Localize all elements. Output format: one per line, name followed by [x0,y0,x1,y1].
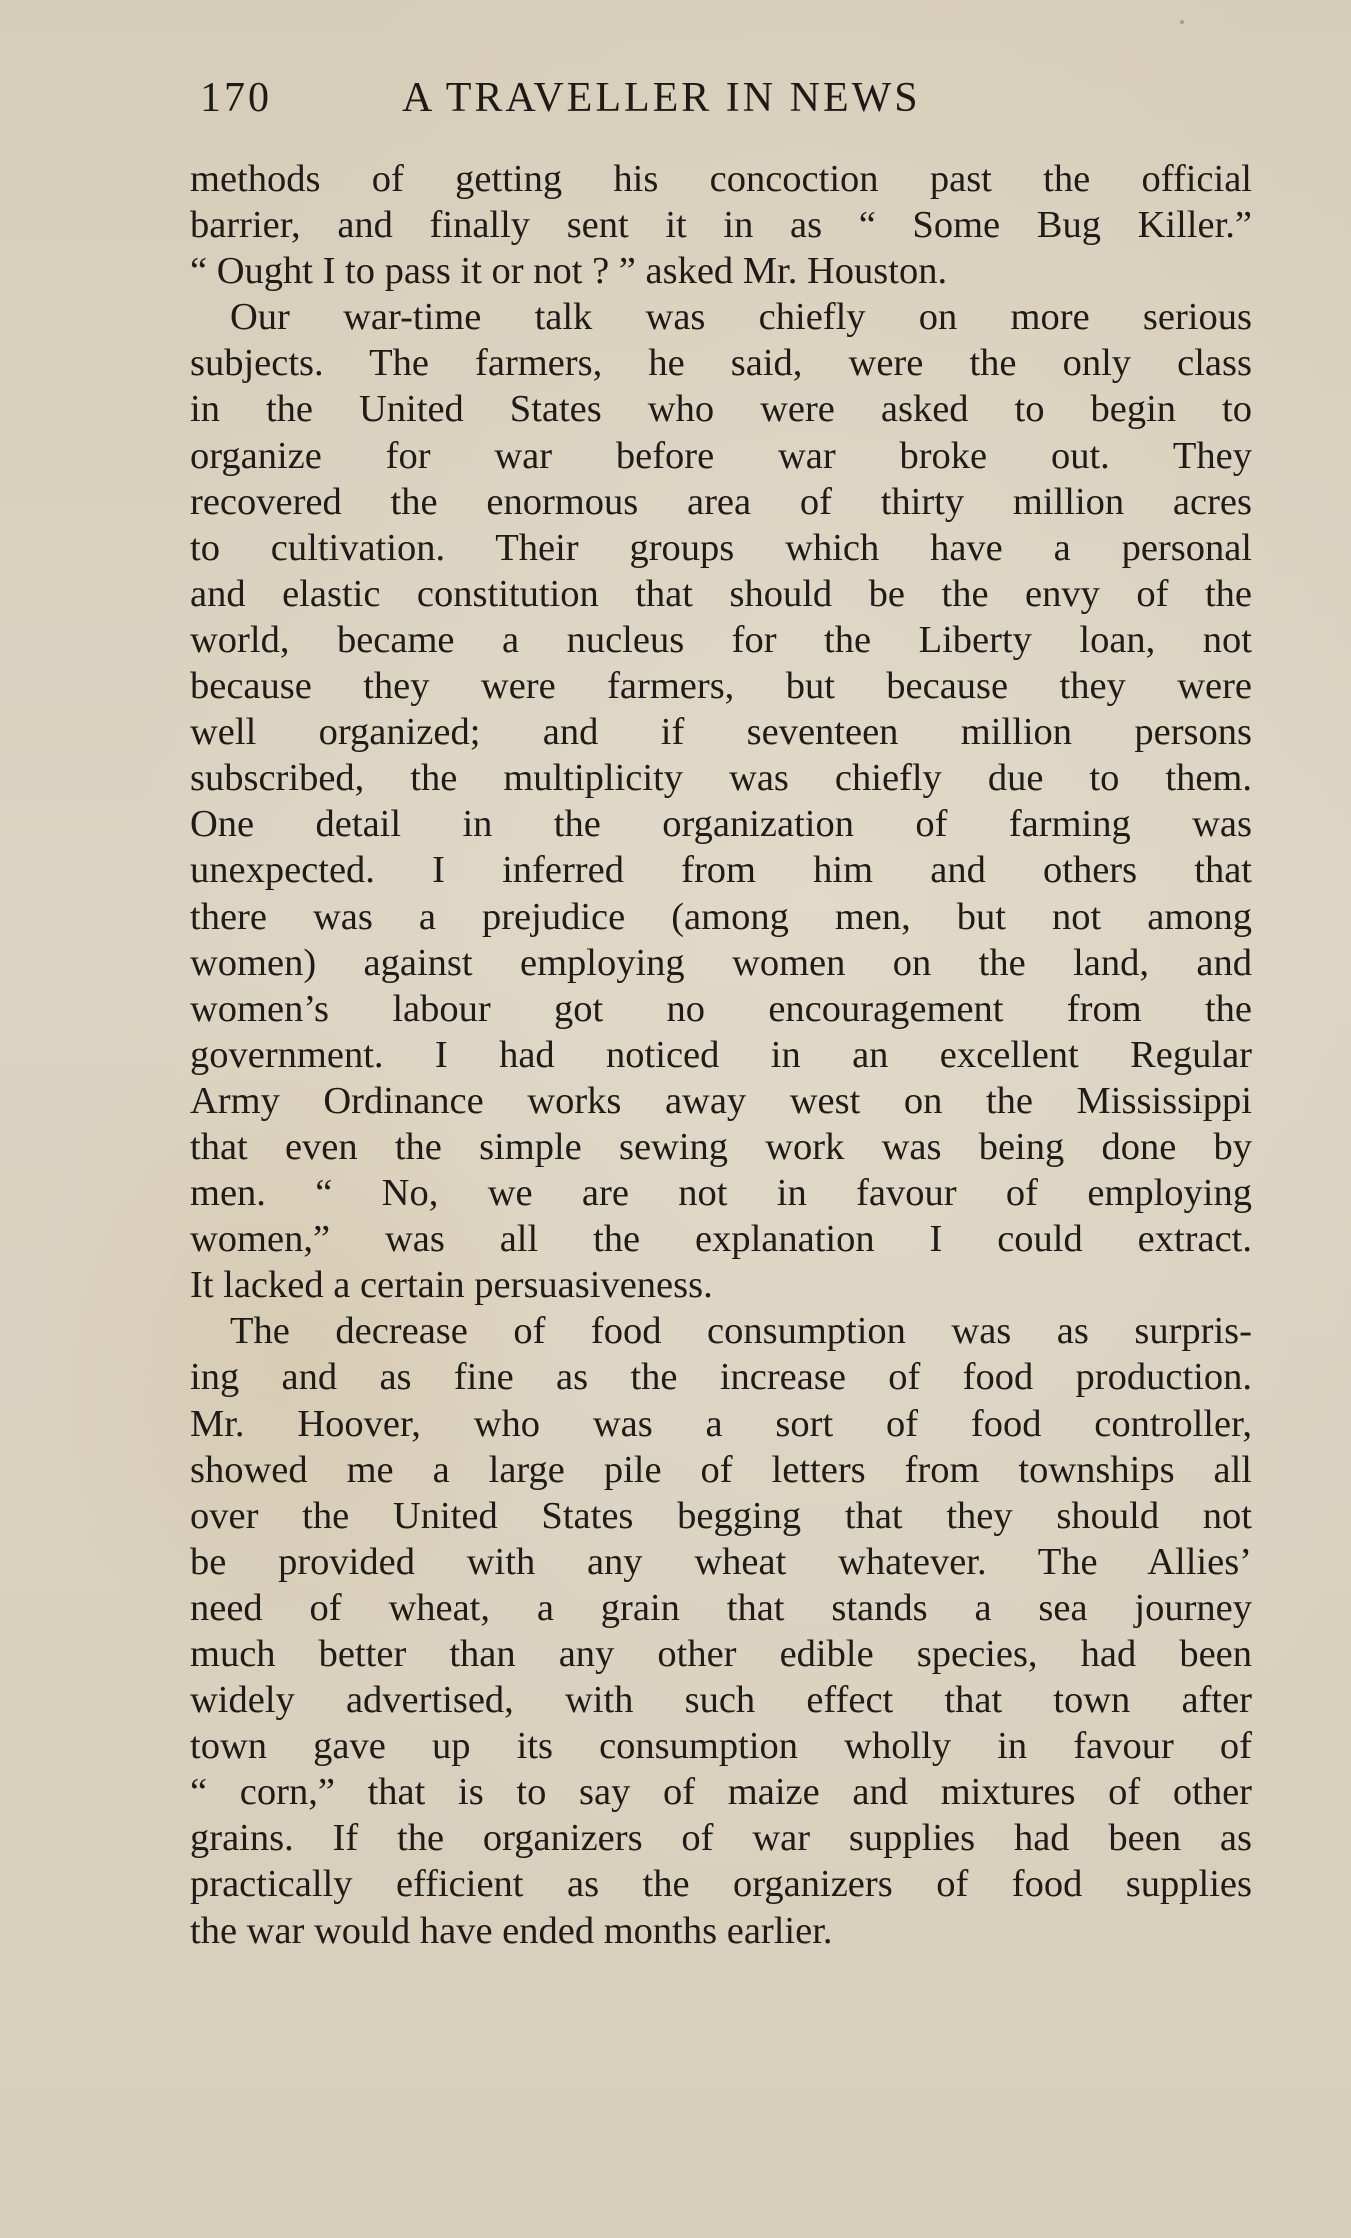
text-line: there was a prejudice (among men, but not among [190,895,1252,938]
running-head [190,74,1252,134]
text-line: widely advertised, with such effect that town after [190,1679,1252,1722]
text-line: the war would have ended months earlier. [190,1909,833,1952]
text-line: over the United States begging that they should not [190,1494,1252,1537]
text-line: “ corn,” that is to say of maize and mixtures of other [190,1771,1252,1814]
text-line: practically efficient as the organizers of food supplies [190,1863,1252,1906]
text-line: men. “ No, we are not in favour of employing [190,1172,1252,1215]
text-line: grains. If the organizers of war supplies had been as [190,1817,1252,1860]
text-line: organize for war before war broke out. They [190,434,1252,477]
text-line: Our war-time talk was chiefly on more serious [230,296,1252,339]
text-line: subscribed, the multiplicity was chiefly due to them. [190,757,1252,800]
text-line: One detail in the organization of farming was [190,803,1252,846]
text-line: to cultivation. Their groups which have a personal [190,526,1252,569]
text-line: “ Ought I to pass it or not ? ” asked Mr. Houston. [190,250,948,293]
text-line: It lacked a certain persuasiveness. [190,1264,713,1307]
body-text [190,156,1252,1954]
text-line: government. I had noticed in an excellent Regular [190,1033,1252,1076]
text-line: need of wheat, a grain that stands a sea journey [190,1586,1252,1629]
text-line: ing and as fine as the increase of food production. [190,1356,1252,1399]
text-line: women’s labour got no encouragement from the [190,987,1252,1030]
text-line: and elastic constitution that should be the envy of the [190,572,1252,615]
page-number: 170 [200,75,272,121]
text-line: town gave up its consumption wholly in favour of [190,1725,1252,1768]
running-title: A TRAVELLER IN NEWS [402,75,921,121]
text-line: well organized; and if seventeen million persons [190,711,1252,754]
text-line: showed me a large pile of letters from townships all [190,1448,1252,1491]
text-line: Mr. Hoover, who was a sort of food controller, [190,1402,1252,1445]
text-line: recovered the enormous area of thirty million acres [190,480,1252,523]
text-line: Army Ordinance works away west on the Mississippi [190,1079,1252,1122]
text-line: be provided with any wheat whatever. The Allies’ [190,1540,1252,1583]
text-line: subjects. The farmers, he said, were the only class [190,342,1252,385]
paper-speck [1180,20,1184,24]
text-line: women,” was all the explanation I could extract. [190,1218,1252,1261]
text-line: methods of getting his concoction past the official [190,158,1252,200]
text-line: women) against employing women on the land, and [190,941,1252,984]
text-line: much better than any other edible species, had been [190,1633,1252,1675]
text-line: The decrease of food consumption was as surpris- [230,1310,1252,1353]
text-line: unexpected. I inferred from him and others that [190,849,1252,892]
text-line: because they were farmers, but because they were [190,665,1252,708]
text-line: barrier, and finally sent it in as “ Some Bug Killer.” [190,204,1252,247]
text-line: in the United States who were asked to begin to [190,388,1252,431]
text-line: that even the simple sewing work was being done by [190,1125,1252,1168]
text-line: world, became a nucleus for the Liberty loan, not [190,618,1252,661]
